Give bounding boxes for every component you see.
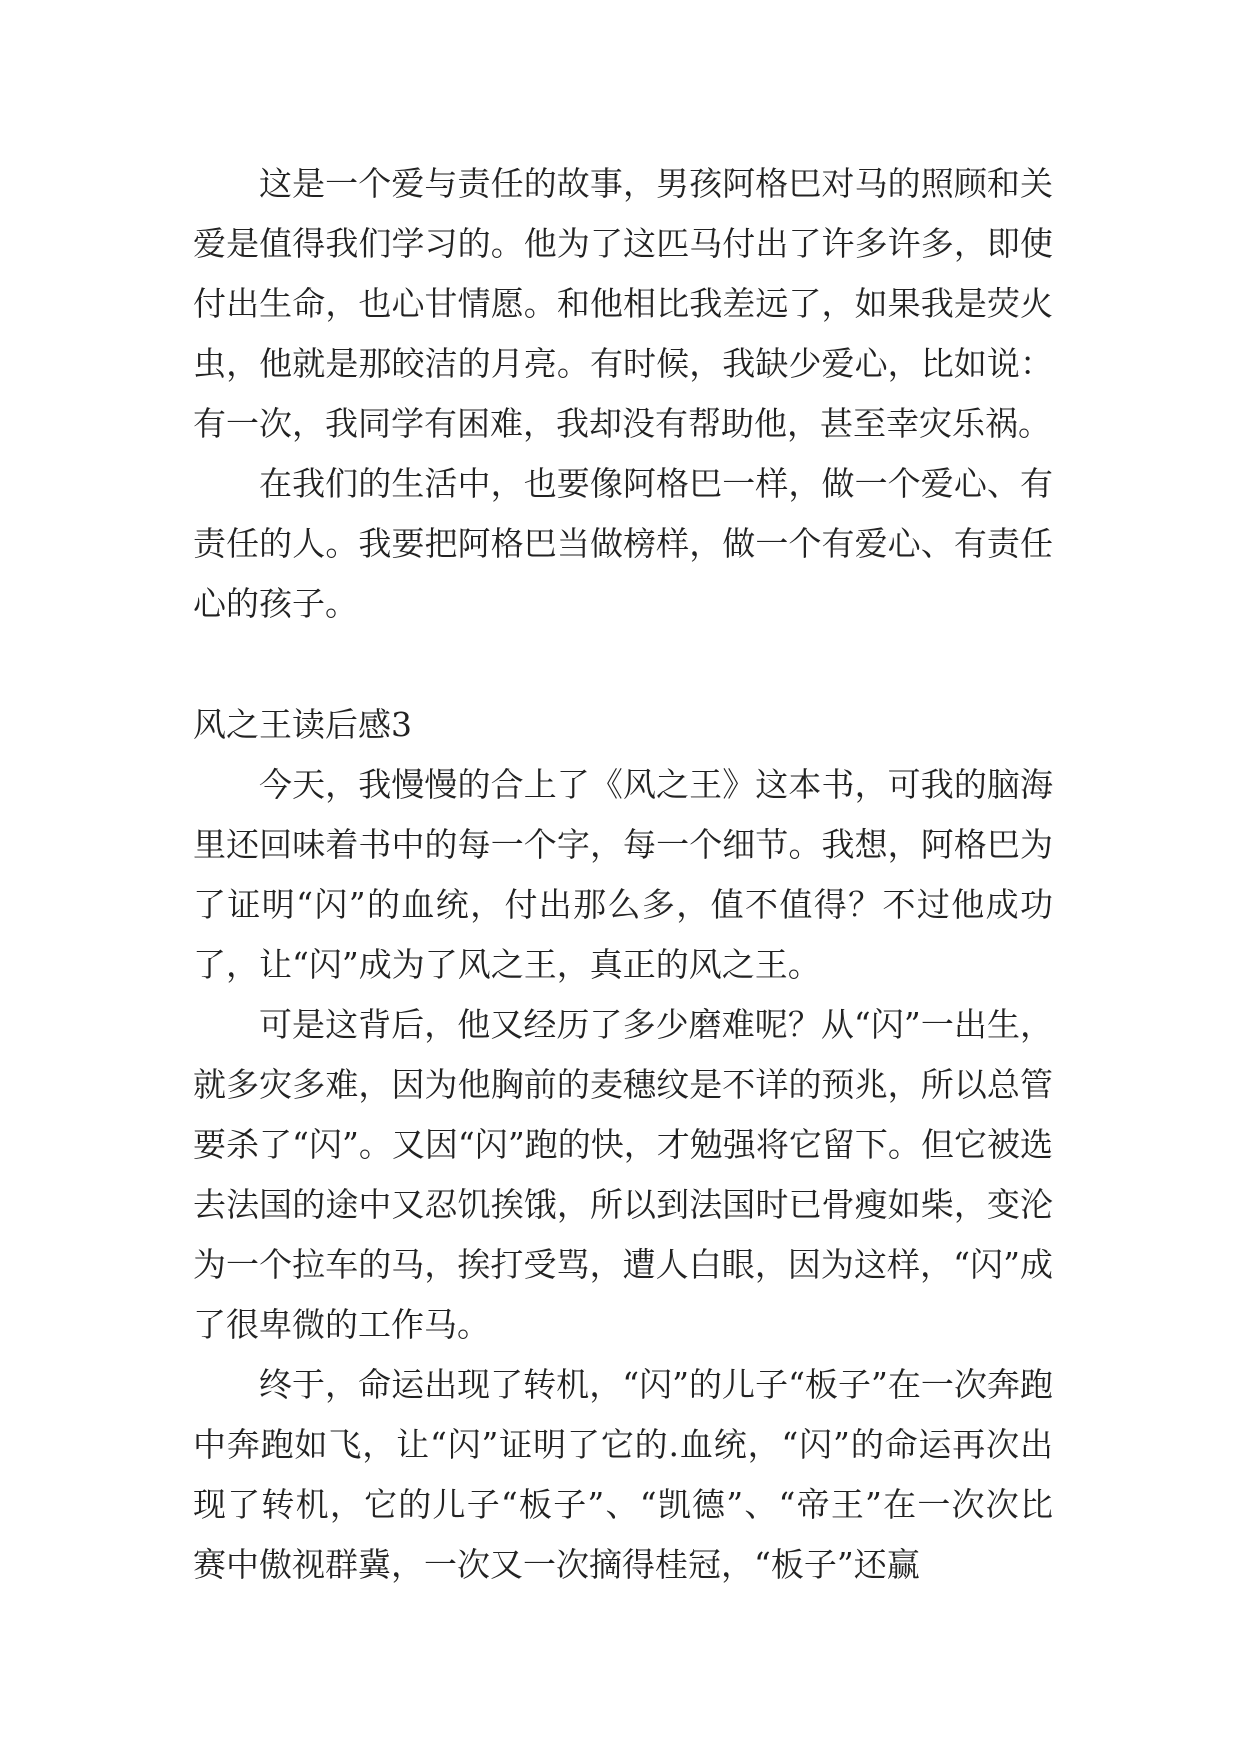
paragraph: 可是这背后，他又经历了多少磨难呢？从“闪”一出生，就多灾多难，因为他胸前的麦穗纹是不详的预兆，所以总管要杀了“闪”。又因“闪”跑的快，才勉强将它留下。但它被选去法国的途中又忍饥挨饿，所以到法国时已骨瘦如柴，变沦为一个拉车的马，挨打受骂，遭人白眼，因为这样，“闪”成了很卑微的工作马。 [193,1005,1053,1344]
paragraph: 在我们的生活中，也要像阿格巴一样，做一个爱心、有责任的人。我要把阿格巴当做榜样，做一个有爱心、有责任心的孩子。 [193,464,1053,623]
paragraph: 今天，我慢慢的合上了《风之王》这本书，可我的脑海里还回味着书中的每一个字，每一个细节。我想，阿格巴为了证明“闪”的血统，付出那么多，值不值得？不过他成功了，让“闪”成为了风之王，真正的风之王。 [193,765,1053,984]
paragraph: 终于，命运出现了转机，“闪”的儿子“板子”在一次奔跑中奔跑如飞，让“闪”证明了它的.血统，“闪”的命运再次出现了转机，它的儿子“板子”、“凯德”、“帝王”在一次次比赛中傲视群冀，一次又一次摘得桂冠，“板子”还赢 [193,1365,1053,1584]
section-title: 风之王读后感3 [193,705,412,744]
document-page [193,154,1053,1595]
paragraph: 这是一个爱与责任的故事，男孩阿格巴对马的照顾和关爱是值得我们学习的。他为了这匹马付出了许多许多，即使付出生命，也心甘情愿。和他相比我差远了，如果我是荧火虫，他就是那皎洁的月亮。有时候，我缺少爱心，比如说：有一次，我同学有困难，我却没有帮助他，甚至幸灾乐祸。 [193,164,1053,443]
